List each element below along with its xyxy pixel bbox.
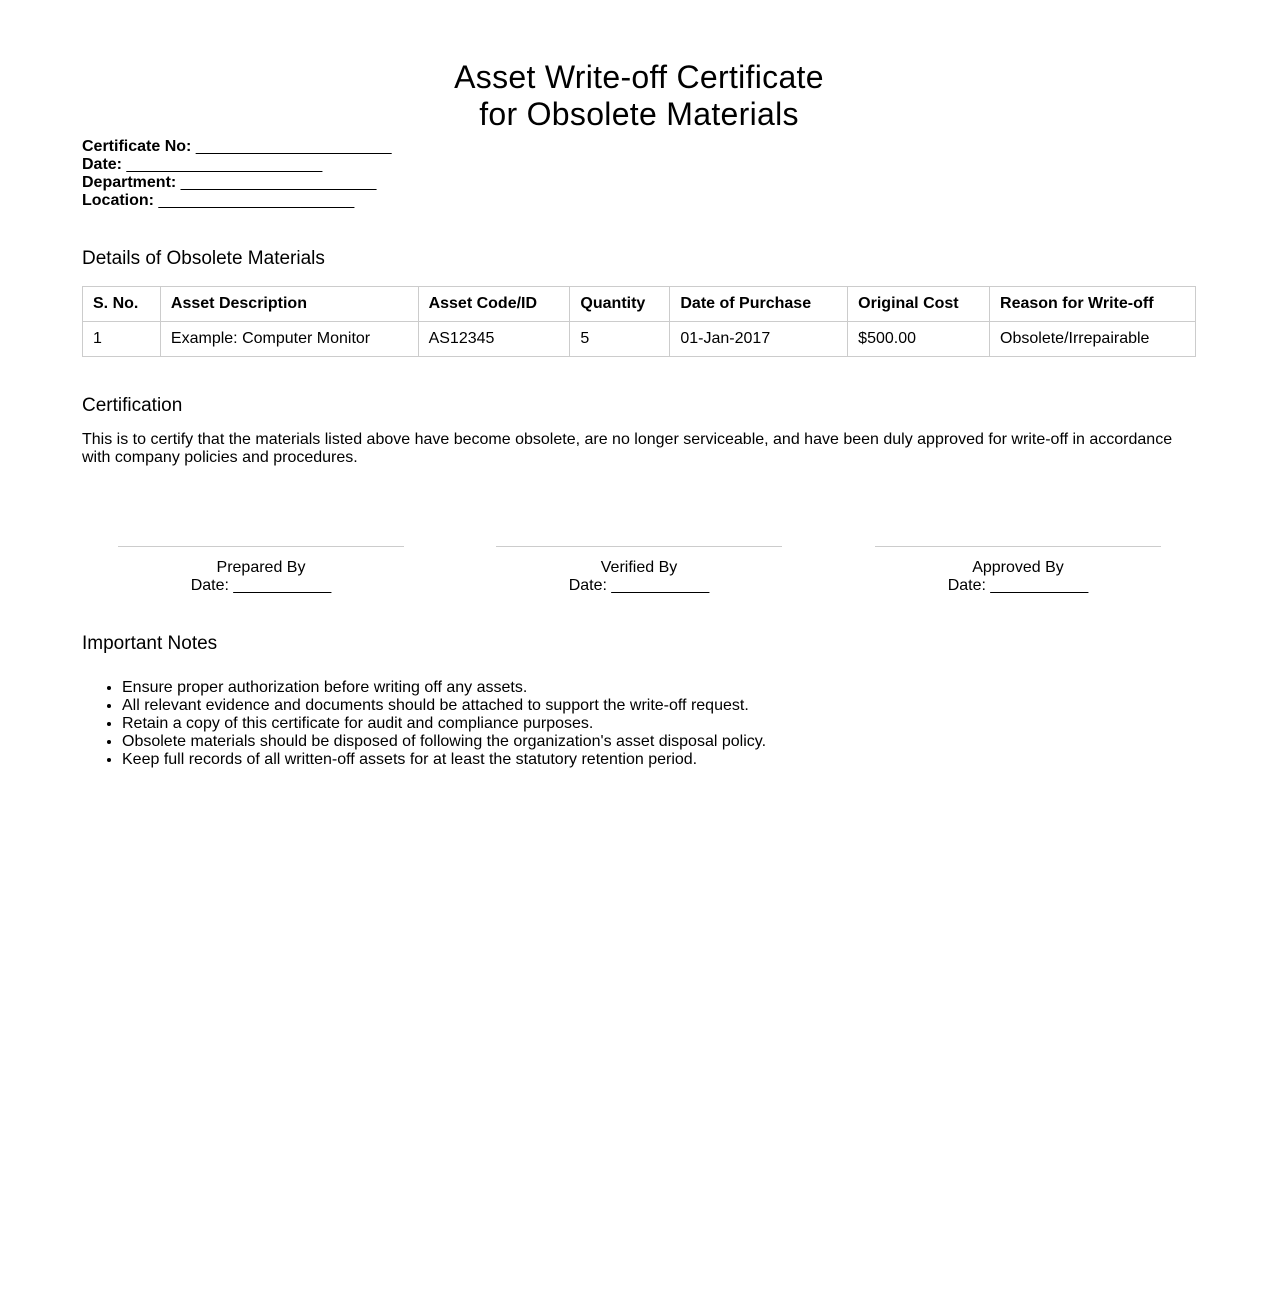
location-label: Location:: [82, 192, 154, 209]
certificate-no-row: [82, 138, 1196, 156]
signature-verified-by: [496, 546, 782, 595]
signature-line: [496, 546, 782, 559]
signature-role: Verified By: [600, 559, 678, 576]
materials-table: [82, 286, 1196, 357]
signature-line: [118, 546, 404, 559]
signature-line: [875, 546, 1161, 559]
cell-reason: Obsolete/Irrepairable: [990, 322, 1196, 357]
column-header-purchase-date: Date of Purchase: [670, 287, 848, 322]
cell-cost: $500.00: [848, 322, 990, 357]
column-header-reason: Reason for Write-off: [990, 287, 1196, 322]
notes-section: [82, 633, 1196, 769]
title-line-1: Asset Write-off Certificate: [454, 59, 824, 95]
column-header-quantity: Quantity: [570, 287, 670, 322]
department-row: [82, 174, 1196, 192]
signature-section: [82, 546, 1196, 606]
date-row: [82, 156, 1196, 174]
list-item: • All relevant evidence and documents should be attached to support the write-off request.: [122, 697, 1196, 715]
location-row: [82, 192, 1196, 210]
cell-sno: 1: [83, 322, 161, 357]
signature-prepared-by: [118, 546, 404, 595]
table-header-row: [83, 287, 1196, 322]
list-item: • Obsolete materials should be disposed of following the organization's asset disposal policy.: [122, 733, 1196, 751]
list-item: • Keep full records of all written-off assets for at least the statutory retention period.: [122, 751, 1196, 769]
column-header-code: Asset Code/ID: [418, 287, 570, 322]
column-header-cost: Original Cost: [848, 287, 990, 322]
signature-approved-by: [875, 546, 1161, 595]
page-title: [82, 0, 1196, 133]
date-label: Date:: [82, 156, 123, 173]
certificate-no-label: Certificate No:: [82, 138, 192, 155]
signature-date: Date: ___________: [190, 577, 332, 594]
signature-role: Approved By: [972, 559, 1064, 576]
notes-heading: Important Notes: [82, 633, 218, 654]
cell-code: AS12345: [418, 322, 570, 357]
department-label: Department:: [82, 174, 177, 191]
date-blank: ______________________: [126, 156, 323, 173]
location-blank: ______________________: [158, 192, 355, 209]
table-row: [83, 322, 1196, 357]
cell-purchase-date: 01-Jan-2017: [670, 322, 848, 357]
signature-date: Date: ___________: [568, 577, 710, 594]
certificate-page: [82, 0, 1196, 768]
details-heading: Details of Obsolete Materials: [82, 248, 325, 269]
certificate-meta: [82, 138, 1196, 210]
certification-heading: Certification: [82, 395, 183, 416]
title-line-2: for Obsolete Materials: [479, 96, 799, 132]
column-header-sno: S. No.: [83, 287, 161, 322]
column-header-description: Asset Description: [160, 287, 418, 322]
list-item: • Retain a copy of this certificate for audit and compliance purposes.: [122, 715, 1196, 733]
certificate-no-blank: ______________________: [195, 138, 392, 155]
list-item: • Ensure proper authorization before writing off any assets.: [122, 679, 1196, 697]
cell-description: Example: Computer Monitor: [160, 322, 418, 357]
signature-date: Date: ___________: [947, 577, 1089, 594]
department-blank: ______________________: [180, 174, 377, 191]
notes-list: [82, 679, 1196, 769]
certification-text: This is to certify that the materials listed above have become obsolete, are no longer serviceable, and have been duly approved for write-off in accordance with company policies and procedures.: [82, 431, 1173, 466]
cell-quantity: 5: [570, 322, 670, 357]
signature-role: Prepared By: [216, 559, 306, 576]
